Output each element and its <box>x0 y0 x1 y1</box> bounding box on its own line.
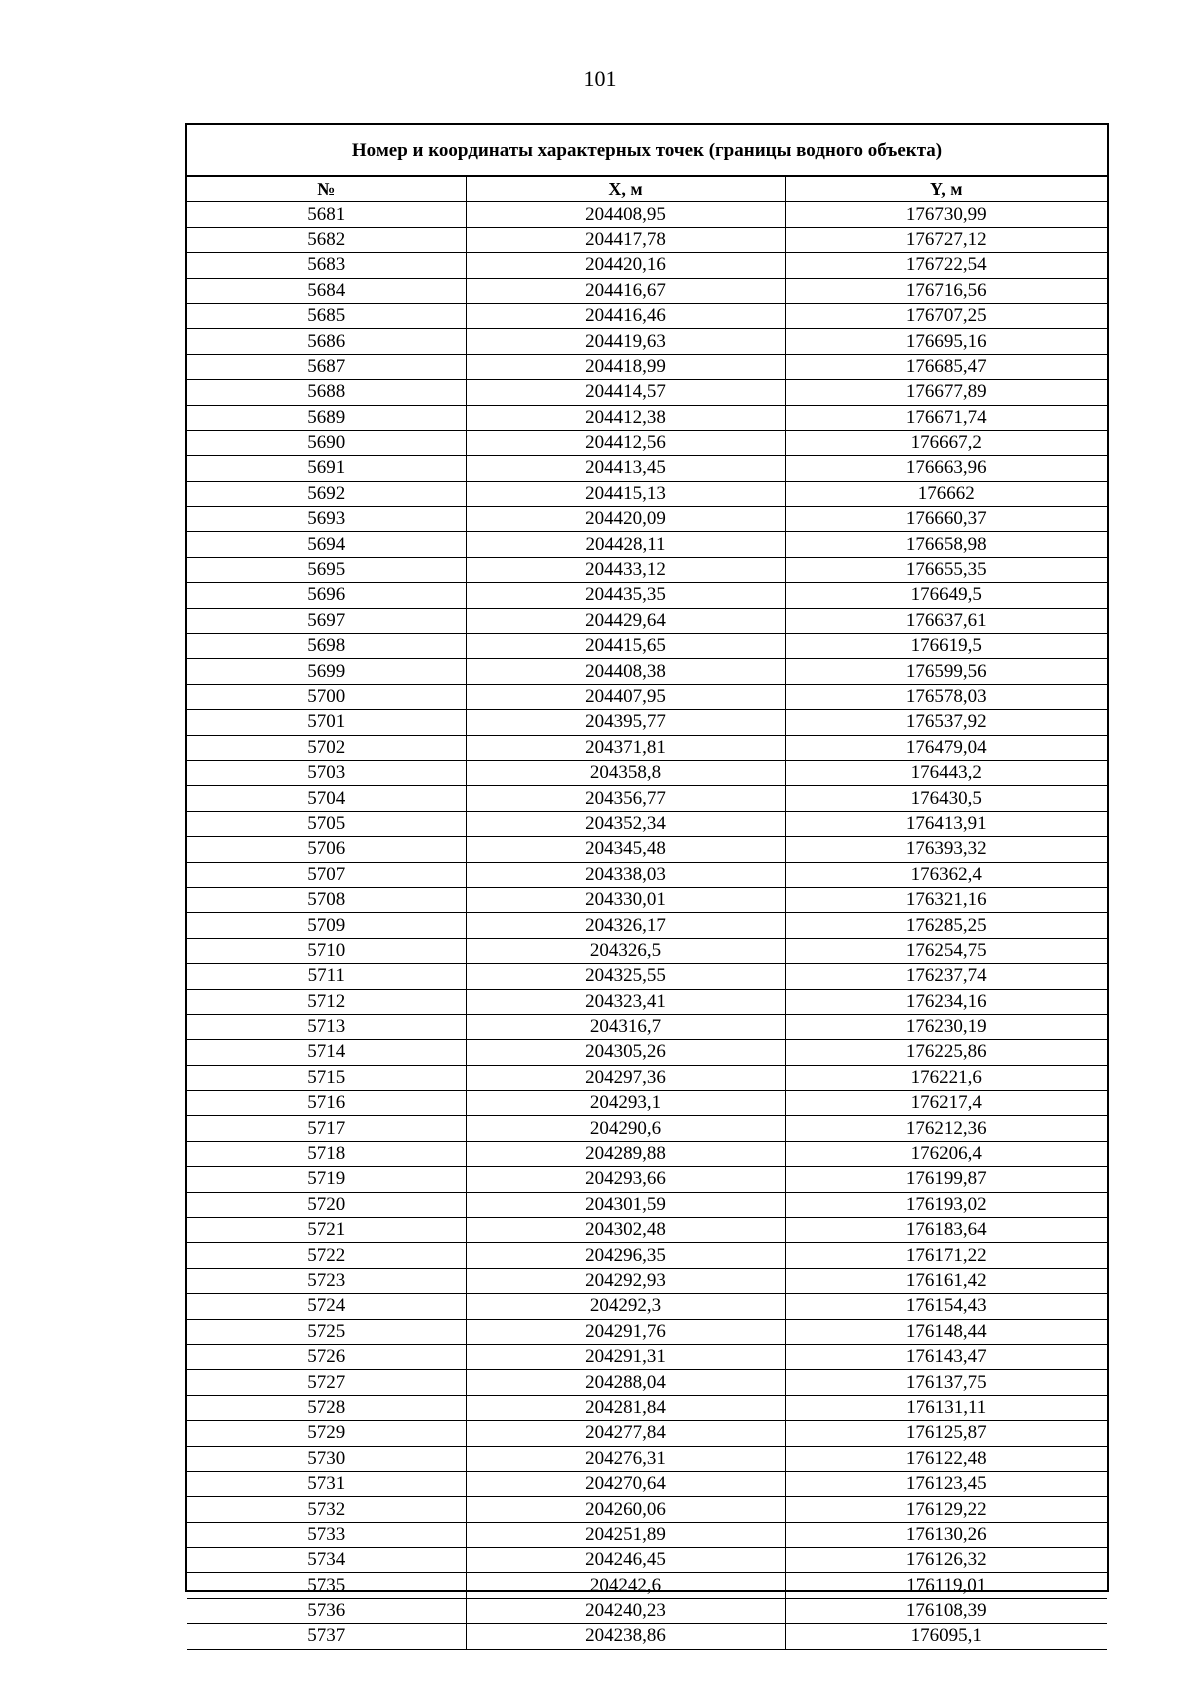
table-row <box>187 1344 1107 1369</box>
table-row <box>187 634 1107 659</box>
table-row <box>187 329 1107 354</box>
table-row <box>187 1471 1107 1496</box>
cell-number: 5730 <box>187 1446 466 1471</box>
cell-number: 5727 <box>187 1370 466 1395</box>
cell-y: 176655,35 <box>785 557 1107 582</box>
cell-x: 204352,34 <box>466 811 785 836</box>
cell-number: 5737 <box>187 1624 466 1649</box>
cell-number: 5717 <box>187 1116 466 1141</box>
cell-number: 5695 <box>187 557 466 582</box>
cell-number: 5683 <box>187 253 466 278</box>
table-row <box>187 608 1107 633</box>
header-number: № <box>187 177 466 202</box>
cell-number: 5699 <box>187 659 466 684</box>
cell-number: 5721 <box>187 1218 466 1243</box>
table-row <box>187 380 1107 405</box>
cell-x: 204281,84 <box>466 1395 785 1420</box>
cell-number: 5715 <box>187 1065 466 1090</box>
cell-y: 176637,61 <box>785 608 1107 633</box>
cell-y: 176254,75 <box>785 938 1107 963</box>
cell-y: 176206,4 <box>785 1141 1107 1166</box>
cell-x: 204289,88 <box>466 1141 785 1166</box>
cell-number: 5694 <box>187 532 466 557</box>
cell-number: 5691 <box>187 456 466 481</box>
cell-x: 204420,09 <box>466 507 785 532</box>
cell-x: 204358,8 <box>466 760 785 785</box>
cell-x: 204415,65 <box>466 634 785 659</box>
cell-x: 204395,77 <box>466 710 785 735</box>
cell-y: 176599,56 <box>785 659 1107 684</box>
cell-y: 176095,1 <box>785 1624 1107 1649</box>
cell-y: 176212,36 <box>785 1116 1107 1141</box>
table-row <box>187 481 1107 506</box>
cell-y: 176695,16 <box>785 329 1107 354</box>
cell-number: 5716 <box>187 1091 466 1116</box>
table-row <box>187 811 1107 836</box>
cell-x: 204305,26 <box>466 1040 785 1065</box>
table-row <box>187 760 1107 785</box>
cell-x: 204292,3 <box>466 1294 785 1319</box>
cell-y: 176619,5 <box>785 634 1107 659</box>
cell-y: 176430,5 <box>785 786 1107 811</box>
cell-number: 5690 <box>187 430 466 455</box>
cell-number: 5702 <box>187 735 466 760</box>
cell-y: 176131,11 <box>785 1395 1107 1420</box>
table-row <box>187 227 1107 252</box>
cell-y: 176234,16 <box>785 989 1107 1014</box>
cell-x: 204416,46 <box>466 303 785 328</box>
cell-y: 176126,32 <box>785 1548 1107 1573</box>
table-row <box>187 1624 1107 1649</box>
cell-y: 176443,2 <box>785 760 1107 785</box>
cell-number: 5685 <box>187 303 466 328</box>
cell-number: 5714 <box>187 1040 466 1065</box>
cell-x: 204412,38 <box>466 405 785 430</box>
cell-number: 5705 <box>187 811 466 836</box>
cell-x: 204326,5 <box>466 938 785 963</box>
table-row <box>187 354 1107 379</box>
table-row <box>187 1497 1107 1522</box>
cell-number: 5693 <box>187 507 466 532</box>
cell-x: 204330,01 <box>466 887 785 912</box>
cell-number: 5707 <box>187 862 466 887</box>
cell-number: 5688 <box>187 380 466 405</box>
table-row <box>187 786 1107 811</box>
cell-x: 204325,55 <box>466 964 785 989</box>
cell-y: 176148,44 <box>785 1319 1107 1344</box>
cell-x: 204412,56 <box>466 430 785 455</box>
header-x: X, м <box>466 177 785 202</box>
cell-y: 176217,4 <box>785 1091 1107 1116</box>
cell-number: 5732 <box>187 1497 466 1522</box>
cell-x: 204414,57 <box>466 380 785 405</box>
cell-x: 204302,48 <box>466 1218 785 1243</box>
cell-number: 5729 <box>187 1421 466 1446</box>
cell-y: 176362,4 <box>785 862 1107 887</box>
cell-number: 5722 <box>187 1243 466 1268</box>
cell-y: 176171,22 <box>785 1243 1107 1268</box>
cell-y: 176716,56 <box>785 278 1107 303</box>
cell-number: 5684 <box>187 278 466 303</box>
cell-number: 5689 <box>187 405 466 430</box>
table-row <box>187 1218 1107 1243</box>
cell-y: 176578,03 <box>785 684 1107 709</box>
table-row <box>187 456 1107 481</box>
cell-number: 5706 <box>187 837 466 862</box>
table-row <box>187 989 1107 1014</box>
cell-number: 5719 <box>187 1167 466 1192</box>
cell-y: 176285,25 <box>785 913 1107 938</box>
cell-x: 204417,78 <box>466 227 785 252</box>
cell-x: 204301,59 <box>466 1192 785 1217</box>
cell-x: 204356,77 <box>466 786 785 811</box>
cell-number: 5682 <box>187 227 466 252</box>
page-number: 101 <box>583 66 617 91</box>
table-row <box>187 735 1107 760</box>
cell-x: 204293,66 <box>466 1167 785 1192</box>
cell-y: 176143,47 <box>785 1344 1107 1369</box>
cell-y: 176122,48 <box>785 1446 1107 1471</box>
cell-x: 204270,64 <box>466 1471 785 1496</box>
table-row <box>187 1573 1107 1598</box>
cell-y: 176663,96 <box>785 456 1107 481</box>
cell-y: 176671,74 <box>785 405 1107 430</box>
table-row <box>187 1319 1107 1344</box>
cell-x: 204246,45 <box>466 1548 785 1573</box>
cell-x: 204345,48 <box>466 837 785 862</box>
table-header-row <box>187 177 1107 202</box>
table-row <box>187 405 1107 430</box>
cell-number: 5687 <box>187 354 466 379</box>
table-row <box>187 1167 1107 1192</box>
cell-x: 204276,31 <box>466 1446 785 1471</box>
cell-y: 176667,2 <box>785 430 1107 455</box>
cell-number: 5698 <box>187 634 466 659</box>
cell-x: 204408,38 <box>466 659 785 684</box>
cell-number: 5733 <box>187 1522 466 1547</box>
table-row <box>187 1522 1107 1547</box>
cell-y: 176677,89 <box>785 380 1107 405</box>
table-row <box>187 253 1107 278</box>
cell-number: 5734 <box>187 1548 466 1573</box>
cell-number: 5725 <box>187 1319 466 1344</box>
cell-x: 204371,81 <box>466 735 785 760</box>
cell-y: 176660,37 <box>785 507 1107 532</box>
cell-number: 5696 <box>187 583 466 608</box>
cell-number: 5711 <box>187 964 466 989</box>
table-row <box>187 710 1107 735</box>
cell-y: 176193,02 <box>785 1192 1107 1217</box>
cell-number: 5736 <box>187 1598 466 1623</box>
cell-x: 204428,11 <box>466 532 785 557</box>
cell-x: 204420,16 <box>466 253 785 278</box>
table-row <box>187 1446 1107 1471</box>
cell-number: 5697 <box>187 608 466 633</box>
cell-number: 5700 <box>187 684 466 709</box>
cell-x: 204240,23 <box>466 1598 785 1623</box>
cell-x: 204292,93 <box>466 1268 785 1293</box>
cell-x: 204429,64 <box>466 608 785 633</box>
cell-x: 204433,12 <box>466 557 785 582</box>
cell-y: 176479,04 <box>785 735 1107 760</box>
cell-x: 204297,36 <box>466 1065 785 1090</box>
cell-x: 204413,45 <box>466 456 785 481</box>
cell-y: 176230,19 <box>785 1014 1107 1039</box>
cell-y: 176707,25 <box>785 303 1107 328</box>
table-row <box>187 1370 1107 1395</box>
table-row <box>187 1548 1107 1573</box>
table-row <box>187 278 1107 303</box>
table-row <box>187 887 1107 912</box>
cell-y: 176321,16 <box>785 887 1107 912</box>
table-row <box>187 507 1107 532</box>
cell-y: 176119,01 <box>785 1573 1107 1598</box>
cell-number: 5726 <box>187 1344 466 1369</box>
cell-number: 5681 <box>187 202 466 227</box>
table-row <box>187 557 1107 582</box>
cell-x: 204296,35 <box>466 1243 785 1268</box>
coordinates-table-frame <box>185 123 1109 1647</box>
table-row <box>187 1065 1107 1090</box>
cell-x: 204408,95 <box>466 202 785 227</box>
cell-y: 176685,47 <box>785 354 1107 379</box>
table-row <box>187 1294 1107 1319</box>
cell-number: 5728 <box>187 1395 466 1420</box>
cell-y: 176221,6 <box>785 1065 1107 1090</box>
cell-y: 176722,54 <box>785 253 1107 278</box>
cell-x: 204260,06 <box>466 1497 785 1522</box>
cell-y: 176393,32 <box>785 837 1107 862</box>
cell-y: 176129,22 <box>785 1497 1107 1522</box>
cell-x: 204251,89 <box>466 1522 785 1547</box>
cell-x: 204326,17 <box>466 913 785 938</box>
cell-x: 204407,95 <box>466 684 785 709</box>
table-row <box>187 1116 1107 1141</box>
table-row <box>187 1192 1107 1217</box>
table-row <box>187 532 1107 557</box>
cell-number: 5712 <box>187 989 466 1014</box>
cell-number: 5723 <box>187 1268 466 1293</box>
cell-x: 204291,76 <box>466 1319 785 1344</box>
cell-y: 176123,45 <box>785 1471 1107 1496</box>
cell-y: 176137,75 <box>785 1370 1107 1395</box>
cell-y: 176727,12 <box>785 227 1107 252</box>
table-row <box>187 1040 1107 1065</box>
cell-number: 5704 <box>187 786 466 811</box>
table-row <box>187 913 1107 938</box>
cell-x: 204338,03 <box>466 862 785 887</box>
table-body <box>187 202 1107 1649</box>
cell-x: 204288,04 <box>466 1370 785 1395</box>
cell-number: 5703 <box>187 760 466 785</box>
cell-x: 204416,67 <box>466 278 785 303</box>
cell-number: 5686 <box>187 329 466 354</box>
table-row <box>187 1598 1107 1623</box>
table-row <box>187 964 1107 989</box>
cell-y: 176237,74 <box>785 964 1107 989</box>
cell-number: 5724 <box>187 1294 466 1319</box>
cell-x: 204242,6 <box>466 1573 785 1598</box>
cell-y: 176199,87 <box>785 1167 1107 1192</box>
table-title: Номер и координаты характерных точек (границы водного объекта) <box>187 125 1107 177</box>
table-row <box>187 1091 1107 1116</box>
cell-y: 176183,64 <box>785 1218 1107 1243</box>
cell-x: 204277,84 <box>466 1421 785 1446</box>
cell-number: 5708 <box>187 887 466 912</box>
table-row <box>187 684 1107 709</box>
cell-y: 176662 <box>785 481 1107 506</box>
cell-number: 5701 <box>187 710 466 735</box>
cell-x: 204316,7 <box>466 1014 785 1039</box>
cell-y: 176130,26 <box>785 1522 1107 1547</box>
cell-y: 176225,86 <box>785 1040 1107 1065</box>
cell-x: 204291,31 <box>466 1344 785 1369</box>
cell-x: 204415,13 <box>466 481 785 506</box>
table-row <box>187 430 1107 455</box>
table-row <box>187 583 1107 608</box>
table-row <box>187 862 1107 887</box>
cell-x: 204435,35 <box>466 583 785 608</box>
coordinates-table <box>187 177 1107 1650</box>
cell-x: 204293,1 <box>466 1091 785 1116</box>
cell-x: 204323,41 <box>466 989 785 1014</box>
cell-number: 5709 <box>187 913 466 938</box>
cell-x: 204418,99 <box>466 354 785 379</box>
cell-y: 176108,39 <box>785 1598 1107 1623</box>
table-row <box>187 1141 1107 1166</box>
table-row <box>187 938 1107 963</box>
cell-x: 204238,86 <box>466 1624 785 1649</box>
cell-y: 176154,43 <box>785 1294 1107 1319</box>
cell-number: 5710 <box>187 938 466 963</box>
table-row <box>187 1395 1107 1420</box>
cell-x: 204290,6 <box>466 1116 785 1141</box>
cell-y: 176658,98 <box>785 532 1107 557</box>
cell-y: 176161,42 <box>785 1268 1107 1293</box>
cell-number: 5718 <box>187 1141 466 1166</box>
table-row <box>187 1268 1107 1293</box>
cell-y: 176730,99 <box>785 202 1107 227</box>
table-row <box>187 1014 1107 1039</box>
table-row <box>187 1243 1107 1268</box>
cell-number: 5713 <box>187 1014 466 1039</box>
cell-y: 176413,91 <box>785 811 1107 836</box>
cell-x: 204419,63 <box>466 329 785 354</box>
table-row <box>187 659 1107 684</box>
cell-y: 176649,5 <box>785 583 1107 608</box>
cell-number: 5735 <box>187 1573 466 1598</box>
table-row <box>187 837 1107 862</box>
table-row <box>187 303 1107 328</box>
header-y: Y, м <box>785 177 1107 202</box>
cell-number: 5720 <box>187 1192 466 1217</box>
cell-y: 176537,92 <box>785 710 1107 735</box>
cell-number: 5692 <box>187 481 466 506</box>
table-row <box>187 1421 1107 1446</box>
cell-y: 176125,87 <box>785 1421 1107 1446</box>
table-row <box>187 202 1107 227</box>
cell-number: 5731 <box>187 1471 466 1496</box>
